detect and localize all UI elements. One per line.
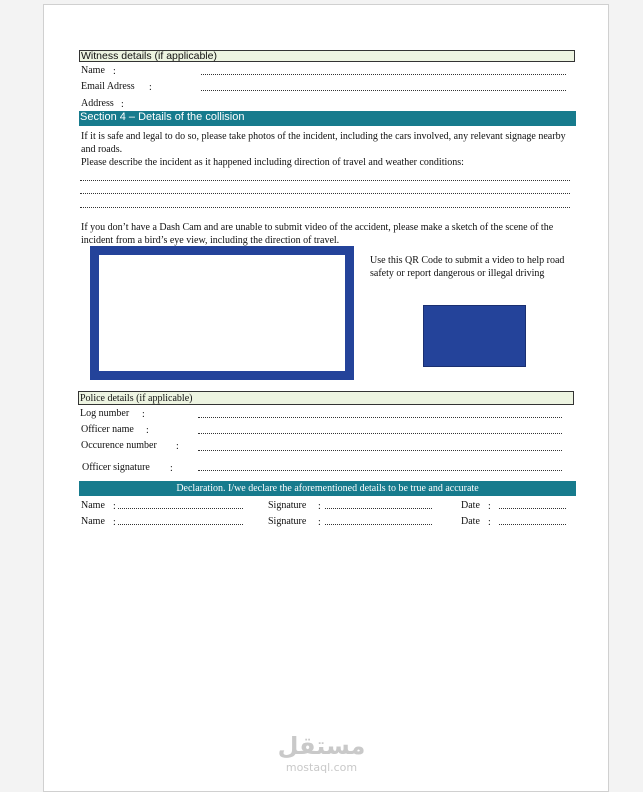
log-number-label: Log number xyxy=(80,408,130,419)
declaration-name-field[interactable] xyxy=(118,508,243,509)
witness-email-label: Email Adress xyxy=(81,81,135,92)
declaration-name-colon: : xyxy=(113,501,116,512)
watermark-url: mostaql.com xyxy=(285,761,358,774)
sketch-box[interactable] xyxy=(90,246,354,380)
declaration-signature-label: Signature xyxy=(268,516,307,527)
witness-email-field[interactable] xyxy=(201,90,566,91)
watermark-logo: مستقل xyxy=(277,732,366,760)
declaration-date-label: Date xyxy=(461,516,480,527)
declaration-name-label: Name xyxy=(81,516,105,527)
officer-name-label: Officer name xyxy=(81,424,134,435)
declaration-signature-field[interactable] xyxy=(325,524,432,525)
qr-instruction: Use this QR Code to submit a video to help road safety or report dangerous or illegal driving xyxy=(370,255,565,279)
officer-signature-label: Officer signature xyxy=(82,462,150,473)
declaration-signature-colon: : xyxy=(318,517,321,528)
declaration-signature-label: Signature xyxy=(268,500,307,511)
declaration-signature-colon: : xyxy=(318,501,321,512)
declaration-banner: Declaration. I/we declare the aforementioned details to be true and accurate xyxy=(79,481,576,496)
declaration-date-colon: : xyxy=(488,501,491,512)
witness-address-colon: : xyxy=(121,99,124,110)
officer-signature-field[interactable] xyxy=(198,470,562,471)
officer-name-field[interactable] xyxy=(198,433,562,434)
witness-section-heading: Witness details (if applicable) xyxy=(79,50,575,62)
description-line[interactable] xyxy=(80,180,570,181)
witness-address-label: Address xyxy=(81,98,114,109)
occurence-number-field[interactable] xyxy=(198,450,562,451)
sketch-instruction: If you don’t have a Dash Cam and are unable to submit video of the accident, please make a sketch of the scene of the incident from a bird’s eye view, including the direction of travel. xyxy=(81,222,554,246)
witness-name-field[interactable] xyxy=(201,74,566,75)
witness-name-colon: : xyxy=(113,66,116,77)
witness-name-label: Name xyxy=(81,65,105,76)
log-number-field[interactable] xyxy=(198,417,562,418)
officer-name-colon: : xyxy=(146,425,149,436)
description-line[interactable] xyxy=(80,207,570,208)
qr-code-placeholder[interactable] xyxy=(423,305,526,367)
declaration-name-label: Name xyxy=(81,500,105,511)
declaration-name-field[interactable] xyxy=(118,524,243,525)
occurence-number-label: Occurence number xyxy=(81,440,157,451)
declaration-date-colon: : xyxy=(488,517,491,528)
description-line[interactable] xyxy=(80,193,570,194)
declaration-name-colon: : xyxy=(113,517,116,528)
describe-instruction: Please describe the incident as it happened including direction of travel and weather conditions: xyxy=(81,157,464,168)
declaration-signature-field[interactable] xyxy=(325,508,432,509)
officer-signature-colon: : xyxy=(170,463,173,474)
declaration-date-label: Date xyxy=(461,500,480,511)
log-number-colon: : xyxy=(142,409,145,420)
occurence-number-colon: : xyxy=(176,441,179,452)
section4-heading: Section 4 – Details of the collision xyxy=(79,111,576,126)
photos-instruction: If it is safe and legal to do so, please take photos of the incident, including the cars involved, any relevant signage nearby and roads. xyxy=(81,131,566,155)
declaration-date-field[interactable] xyxy=(499,524,566,525)
form-page xyxy=(43,4,609,792)
police-section-heading: Police details (if applicable) xyxy=(78,391,574,405)
witness-email-colon: : xyxy=(149,82,152,93)
declaration-date-field[interactable] xyxy=(499,508,566,509)
